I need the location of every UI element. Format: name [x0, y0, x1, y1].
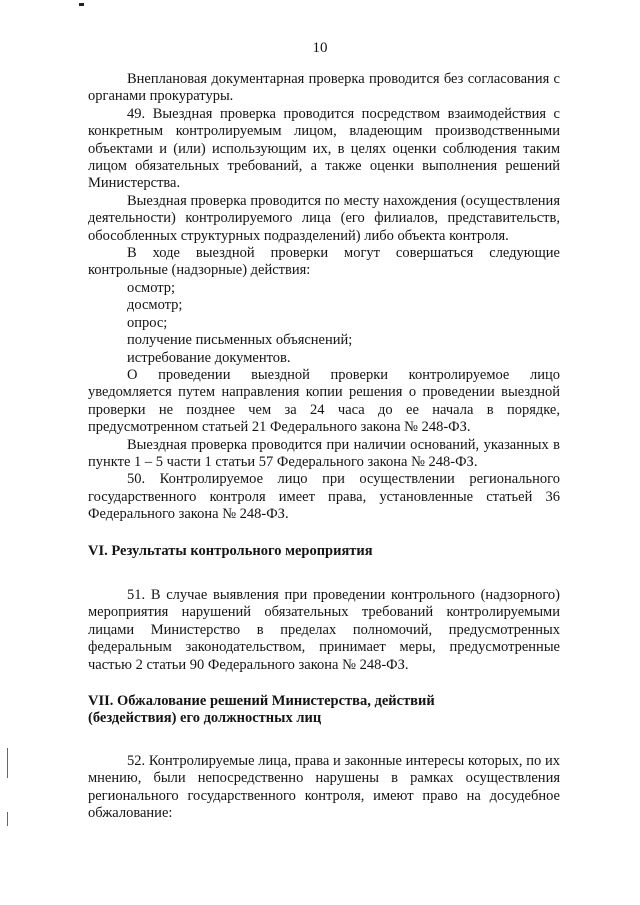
- list-item-action: досмотр;: [127, 297, 183, 314]
- list-item-action: осмотр;: [127, 279, 176, 296]
- scan-edge-mark: [7, 748, 8, 778]
- paragraph-50: 50. Контролируемое лицо при осуществлении регионального государственного контроля имеет права, установленные статьей 36 Федерального закона № 248-ФЗ.: [88, 471, 560, 523]
- paragraph-check-location: Выездная проверка проводится по месту нахождения (осуществления деятельности) контролируемого лица (его филиалов, представительств, обособленных структурных подразделений) либо объекта контроля.: [88, 192, 560, 244]
- paragraph-control-actions: В ходе выездной проверки могут совершаться следующие контрольные (надзорные) действия:: [88, 245, 560, 279]
- paragraph-unplanned-check: Внеплановая документарная проверка проводится без согласования с органами прокуратуры.: [88, 71, 560, 105]
- list-item-action: получение письменных объяснений;: [127, 332, 353, 349]
- paragraph-51: 51. В случае выявления при проведении контрольного (надзорного) мероприятия нарушений обязательных требований контролируемыми лицами Министерство в пределах полномочий, предусмотренных федеральным законодательством, принимает меры, предусмотренные частью 2 статьи 90 Федерального закона № 248-ФЗ.: [88, 586, 560, 673]
- paragraph-52: 52. Контролируемые лица, права и законные интересы которых, по их мнению, были непосредственно нарушены в рамках осуществления регионального государственного контроля, имеют право на досудебное обжалование:: [88, 752, 560, 822]
- document-body: [88, 71, 560, 822]
- list-item-action: истребование документов.: [127, 349, 291, 366]
- section-heading-7-line-1: VII. Обжалование решений Министерства, действий: [88, 693, 435, 709]
- paragraph-notification: О проведении выездной проверки контролируемое лицо уведомляется путем направления копии решения о проведении выездной проверки не позднее чем за 24 часа до ее начала в порядке, предусмотренном статьей 21 Федерального закона № 248-ФЗ.: [88, 366, 560, 436]
- page-number: 10: [312, 40, 328, 56]
- scan-mark: [79, 3, 84, 6]
- paragraph-grounds: Выездная проверка проводится при наличии оснований, указанных в пункте 1 – 5 части 1 статьи 57 Федерального закона № 248-ФЗ.: [88, 436, 560, 470]
- section-heading-6: VI. Результаты контрольного мероприятия: [88, 542, 373, 559]
- section-heading-7-line-2: (бездействия) его должностных лиц: [88, 710, 322, 727]
- scan-edge-mark: [7, 812, 8, 826]
- paragraph-49: 49. Выездная проверка проводится посредством взаимодействия с конкретным контролируемым лицом, владеющим производственными объектами и (или) использующим их, в целях оценки соблюдения таким лицом обязательных требований, а также оценки выполнения решений Министерства.: [88, 105, 560, 192]
- list-item-action: опрос;: [127, 314, 168, 331]
